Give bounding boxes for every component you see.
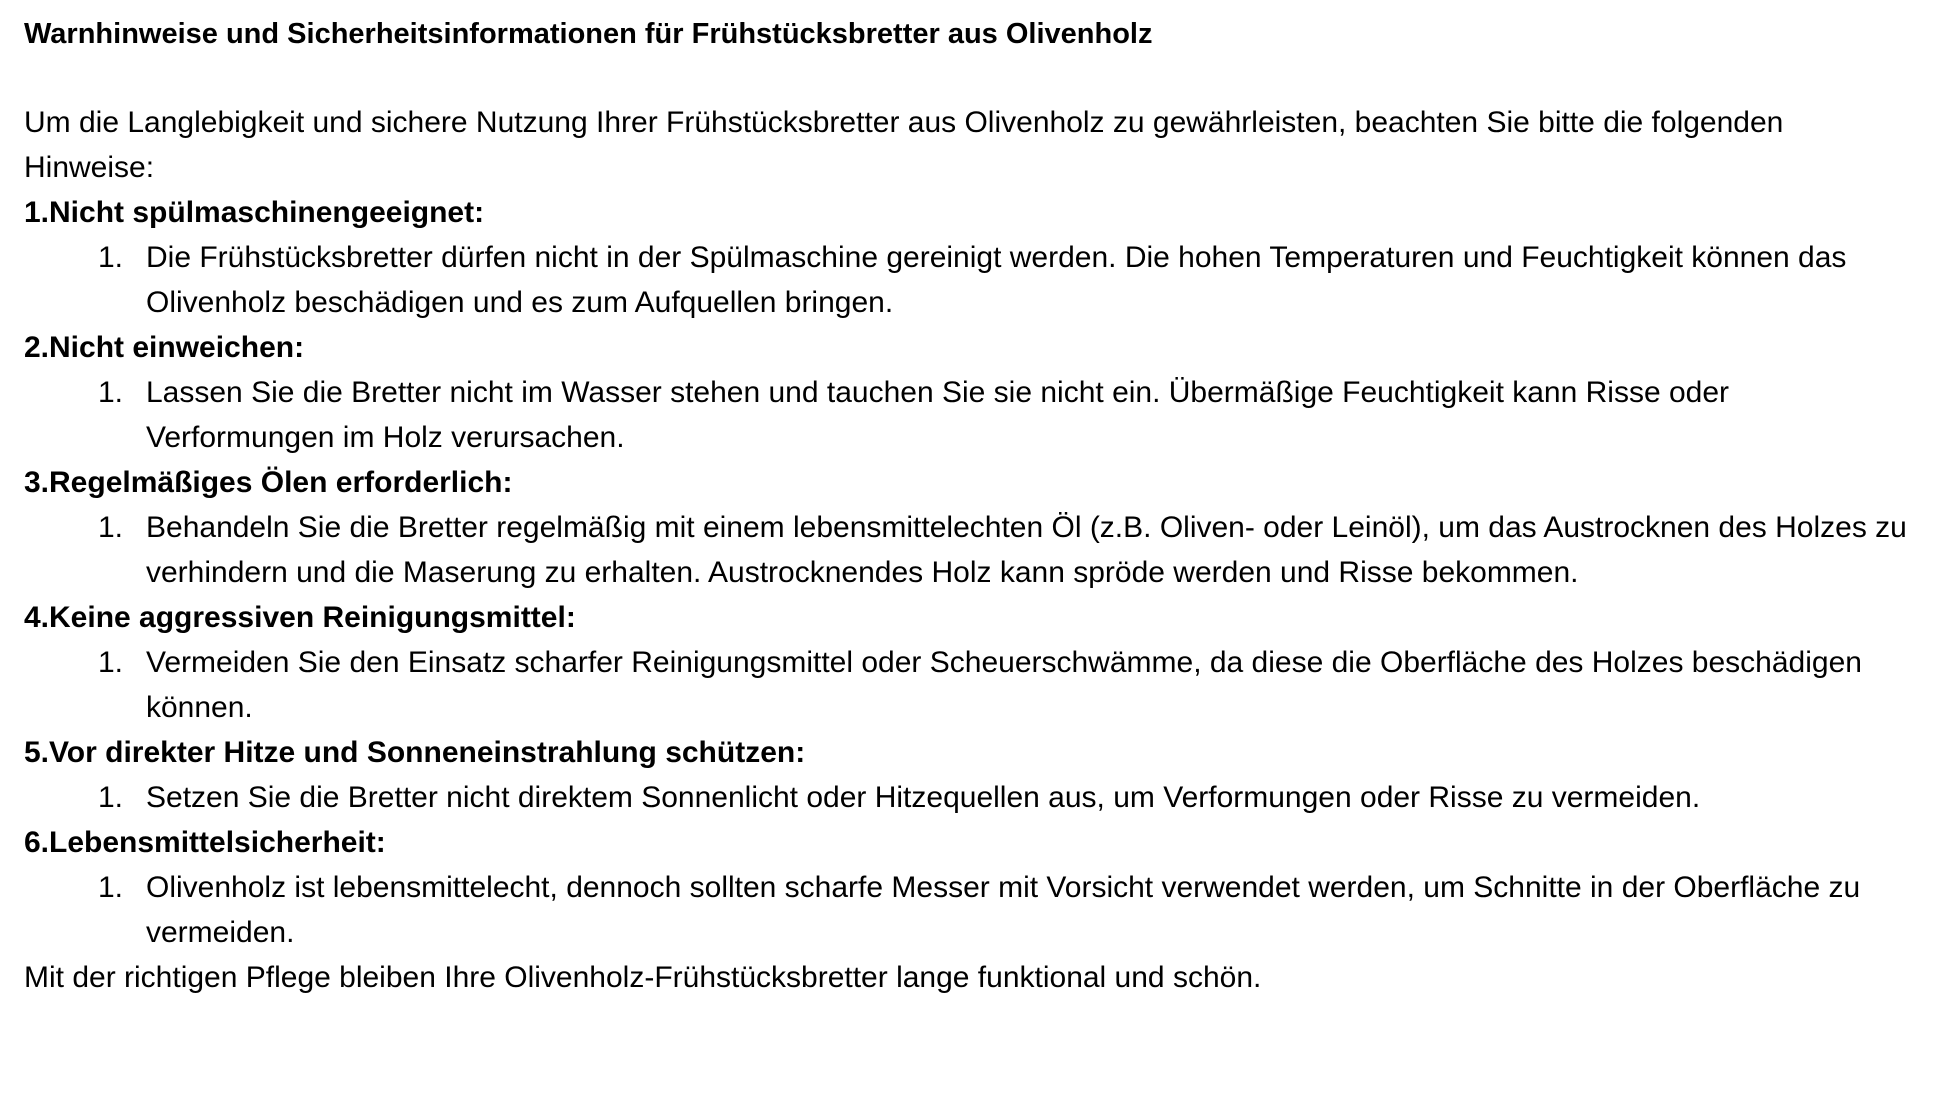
section-heading: 4.Keine aggressiven Reinigungsmittel: — [24, 601, 576, 634]
intro-paragraph: Um die Langlebigkeit und sichere Nutzung Ihrer Frühstücksbretter aus Olivenholz zu gewährleisten, beachten Sie bitte die folgenden Hinweise: — [24, 106, 1784, 184]
section-4 — [24, 595, 1919, 730]
list-item-number: 1. — [98, 781, 124, 814]
closing-paragraph: Mit der richtigen Pflege bleiben Ihre Olivenholz-Frühstücksbretter lange funktional und schön. — [24, 961, 1262, 994]
document-title: Warnhinweise und Sicherheitsinformationen für Frühstücksbretter aus Olivenholz — [24, 18, 1153, 50]
list-item-number: 1. — [98, 241, 124, 274]
list-item-number: 1. — [98, 871, 124, 904]
list-item — [24, 865, 1919, 955]
list-item — [24, 775, 1919, 820]
list-item-number: 1. — [98, 511, 124, 544]
list-item-text: Olivenholz ist lebensmittelecht, dennoch sollten scharfe Messer mit Vorsicht verwendet werden, um Schnitte in der Oberfläche zu vermeiden. — [146, 871, 1861, 949]
list-item — [24, 370, 1919, 460]
list-item-number: 1. — [98, 376, 124, 409]
section-6 — [24, 820, 1919, 955]
document-body — [24, 12, 1919, 1000]
list-item — [24, 505, 1919, 595]
list-item-text: Setzen Sie die Bretter nicht direktem Sonnenlicht oder Hitzequellen aus, um Verformungen oder Risse zu vermeiden. — [146, 781, 1701, 814]
section-heading: 2.Nicht einweichen: — [24, 331, 305, 364]
section-heading: 1.Nicht spülmaschinengeeignet: — [24, 196, 485, 229]
list-item-text: Vermeiden Sie den Einsatz scharfer Reinigungsmittel oder Scheuerschwämme, da diese die Oberfläche des Holzes beschädigen können. — [146, 646, 1862, 724]
list-item-text: Die Frühstücksbretter dürfen nicht in der Spülmaschine gereinigt werden. Die hohen Temperaturen und Feuchtigkeit können das Olivenholz beschädigen und es zum Aufquellen bringen. — [146, 241, 1847, 319]
section-heading: 3.Regelmäßiges Ölen erforderlich: — [24, 466, 513, 499]
list-item — [24, 235, 1919, 325]
section-1 — [24, 190, 1919, 325]
section-2 — [24, 325, 1919, 460]
section-heading: 5.Vor direkter Hitze und Sonneneinstrahlung schützen: — [24, 736, 806, 769]
section-heading: 6.Lebensmittelsicherheit: — [24, 826, 386, 859]
list-item-number: 1. — [98, 646, 124, 679]
list-item-text: Lassen Sie die Bretter nicht im Wasser stehen und tauchen Sie sie nicht ein. Übermäßige Feuchtigkeit kann Risse oder Verformungen im Holz verursachen. — [146, 376, 1730, 454]
list-item — [24, 640, 1919, 730]
section-3 — [24, 460, 1919, 595]
list-item-text: Behandeln Sie die Bretter regelmäßig mit einem lebensmittelechten Öl (z.B. Oliven- oder Leinöl), um das Austrocknen des Holzes zu verhindern und die Maserung zu erhalten. Austrocknendes Holz kann spröde werden und Risse bekommen. — [146, 511, 1907, 589]
section-5 — [24, 730, 1919, 820]
